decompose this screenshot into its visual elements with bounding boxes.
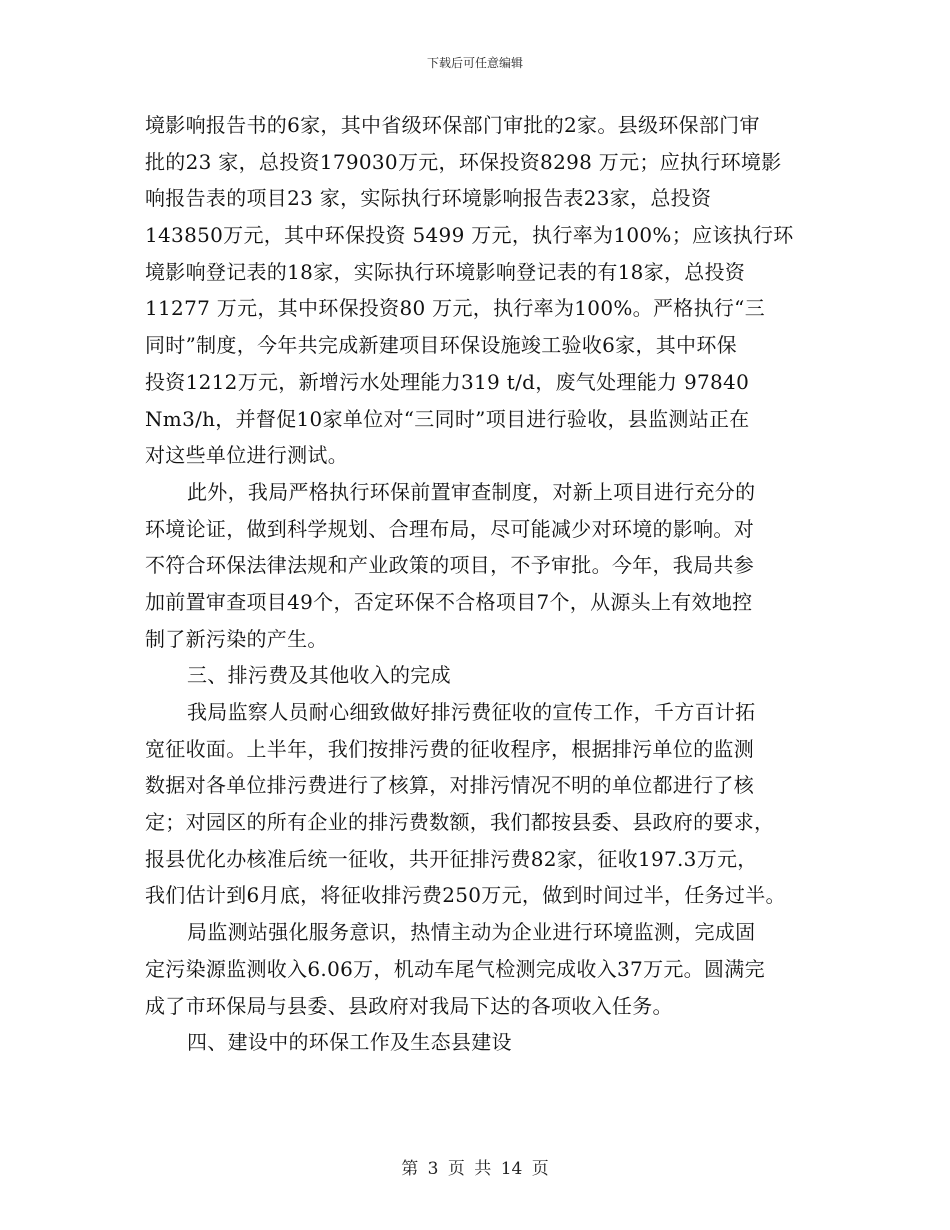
- text-line: 环境论证，做到科学规划、合理布局，尽可能减少对环境的影响。对: [145, 516, 754, 541]
- text-line: 境影响报告书的6家，其中省级环保部门审批的2家。县级环保部门审: [145, 113, 760, 137]
- text-line: 对这些单位进行测试。: [145, 443, 348, 468]
- text-line: 我们估计到6月底，将征收排污费250万元，做到时间过半，任务过半。: [145, 883, 786, 908]
- text-line: 响报告表的项目23 家，实际执行环境影响报告表23家，总投资: [145, 186, 712, 211]
- document-body: [145, 107, 845, 1061]
- text-line: 此外，我局严格执行环保前置审查制度，对新上项目进行充分的: [187, 479, 756, 504]
- text-line: 投资1212万元，新增污水处理能力319 t/d，废气处理能力 97840: [145, 369, 750, 394]
- text-line: 宽征收面。上半年，我们按排污费的征收程序，根据排污单位的监测: [145, 736, 754, 761]
- text-line: Nm3/h，并督促10家单位对“三同时”项目进行验收，县监测站正在: [145, 406, 750, 431]
- text-line: 成了市环保局与县委、县政府对我局下达的各项收入任务。: [145, 993, 673, 1018]
- text-line: 报县优化办核准后统一征收，共开征排污费82家，征收197.3万元，: [145, 846, 758, 871]
- text-line: 同时”制度，今年共完成新建项目环保设施竣工验收6家，其中环保: [145, 333, 737, 358]
- text-line: 加前置审查项目49个，否定环保不合格项目7个，从源头上有效地控: [145, 589, 753, 614]
- text-line: 143850万元，其中环保投资 5499 万元，执行率为100%；应该执行环: [145, 223, 794, 248]
- text-line: 不符合环保法律法规和产业政策的项目，不予审批。今年，我局共参: [145, 553, 754, 578]
- text-line: 数据对各单位排污费进行了核算，对排污情况不明的单位都进行了核: [145, 773, 754, 798]
- text-line: 四、建设中的环保工作及生态县建设: [187, 1030, 512, 1055]
- text-line: 我局监察人员耐心细致做好排污费征收的宣传工作，千方百计拓: [187, 700, 756, 724]
- text-line: 三、排污费及其他收入的完成: [187, 663, 451, 688]
- page-footer: 第 3 页 共 14 页: [401, 1159, 549, 1179]
- text-line: 境影响登记表的18家，实际执行环境影响登记表的有18家，总投资: [145, 259, 746, 284]
- text-line: 批的23 家，总投资179030万元，环保投资8298 万元；应执行环境影: [145, 149, 782, 174]
- text-line: 局监测站强化服务意识，热情主动为企业进行环境监测，完成固: [187, 920, 756, 945]
- text-line: 11277 万元，其中环保投资80 万元，执行率为100%。严格执行“三: [145, 296, 765, 321]
- text-line: 定；对园区的所有企业的排污费数额，我们都按县委、县政府的要求，: [145, 810, 775, 835]
- text-line: 定污染源监测收入6.06万，机动车尾气检测完成收入37万元。圆满完: [145, 956, 765, 981]
- text-line: 制了新污染的产生。: [145, 626, 328, 651]
- page-header: 下载后可任意编辑: [426, 56, 523, 70]
